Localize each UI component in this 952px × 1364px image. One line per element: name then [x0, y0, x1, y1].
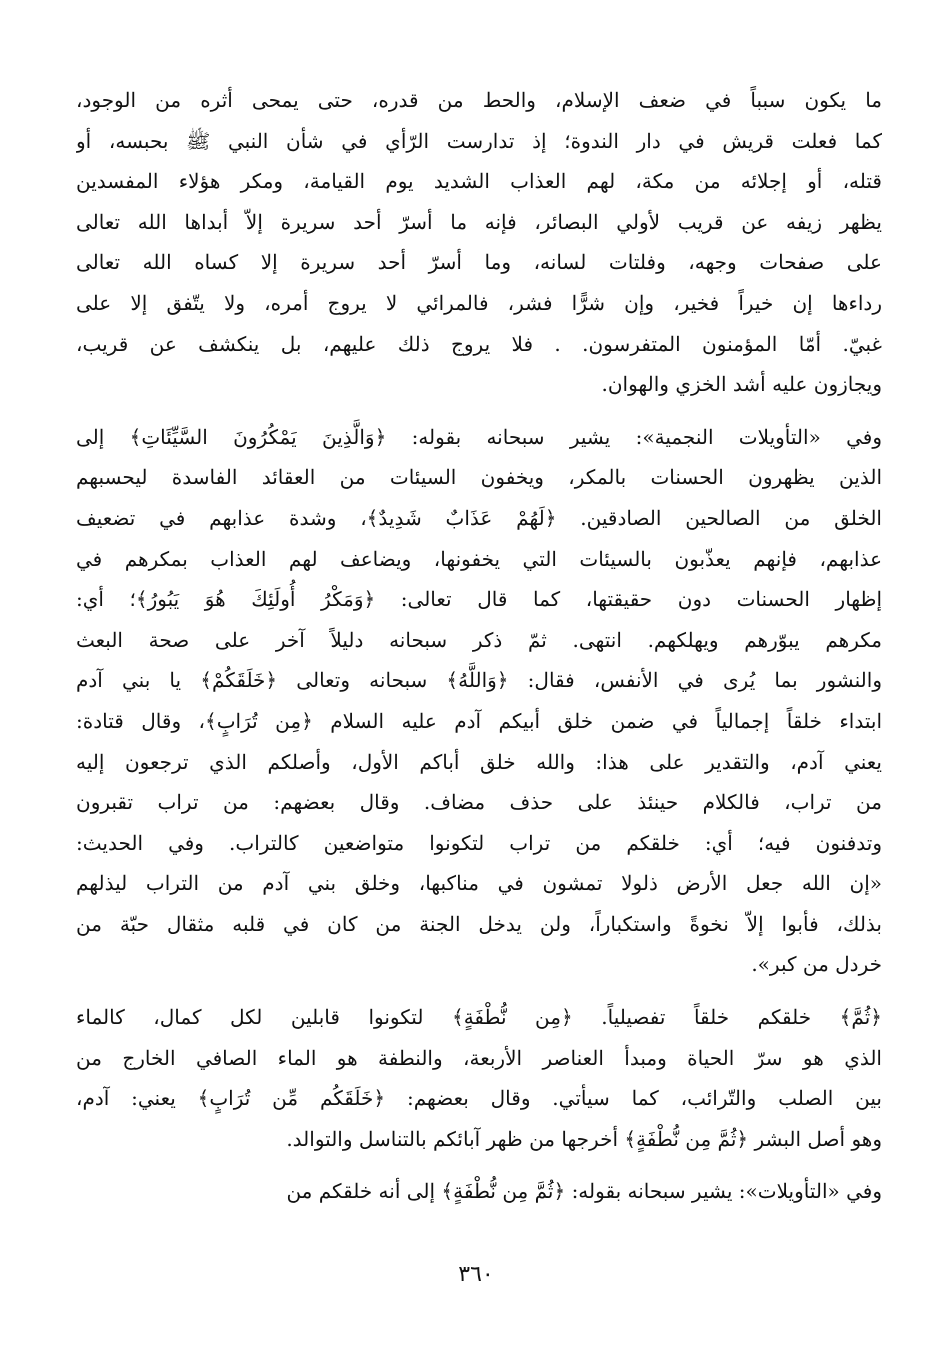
paragraph — [76, 1171, 882, 1212]
text-line: الذين يظهرون الحسنات بالمكر، ويخفون السيئات من العقائد الفاسدة ليحسبهم — [76, 465, 882, 490]
body-text — [76, 80, 882, 1212]
text-line: يعني آدم، والتقدير على هذا: والله خلق أباكم الأول، وأصلكم الذي ترجعون إليه — [76, 749, 882, 774]
text-line: غبيّ. أمّا المؤمنون المتفرسون. . فلا يروج ذلك عليهم، بل ينكشف عن قريب، — [76, 331, 882, 356]
text-line: خردل من كبر». — [751, 952, 882, 977]
text-line: إظهار الحسنات دون حقيقتها، كما قال تعالى: ﴿وَمَكْرُ أُولَئِكَ هُوَ يَبُورُ﴾؛ أي: — [76, 587, 882, 612]
text-line: ما يكون سبباً في ضعف الإسلام، والحط من قدره، حتى يمحى أثره من الوجود، — [76, 88, 882, 112]
text-line: مكرهم يبوّرهم ويهلكهم. انتهى. ثمّ ذكر سبحانه دليلاً آخر على صحة البعث — [76, 627, 882, 652]
text-line: رداءها إن خيراً فخير، وإن شرًّا فشر، فالمرائي لا يروج أمره، ولا يتّفق إلا على — [76, 290, 882, 315]
text-line: الخلق من الصالحين الصادقين. ﴿لَهُمْ عَذَابٌ شَدِيدٌ﴾، وشدة عذابهم في تضعيف — [76, 505, 882, 530]
text-line: من تراب، فالكلام حينئذ على حذف مضاف. وقال بعضهم: من تراب تقبرون — [76, 790, 882, 815]
text-line: ابتداء خلقاً إجمالياً في ضمن خلق أبيكم آدم عليه السلام ﴿مِن تُرَابٍ﴾، وقال قتادة: — [76, 708, 882, 733]
text-line: يظهر زيفه عن قريب لأولي البصائر، فإنه ما أسرّ أحد سريرة إلاّ أبداها الله تعالى — [76, 209, 882, 234]
page-number: ٣٦٠ — [458, 1262, 494, 1287]
text-line: على صفحات وجهه، وفلتات لسانه، وما أسرّ أحد سريرة إلا كساه الله تعالى — [76, 250, 882, 275]
text-line: «إن الله جعل الأرض ذلولا تمشون في مناكبها، وخلق بني آدم من التراب ليذلهم — [76, 871, 882, 896]
text-line: بين الصلب والتّرائب، كما سيأتي. وقال بعضهم: ﴿خَلَقَكُم مِّن تُرَابٍ﴾ يعني: آدم، — [76, 1086, 882, 1111]
text-line: وتدفنون فيه؛ أي: خلقكم من تراب لتكونوا متواضعين كالتراب. وفي الحديث: — [76, 830, 882, 855]
paragraph — [76, 417, 882, 985]
text-line: الذي هو سرّ الحياة ومبدأ العناصر الأربعة، والنطفة هو الماء الصافي الخارج من — [76, 1045, 882, 1070]
text-line: وفي «التأويلات النجمية»: يشير سبحانه بقوله: ﴿وَالَّذِينَ يَمْكُرُونَ السَّيِّئَاتِ﴾ إلى — [76, 424, 882, 449]
text-line: بذلك، فأبوا إلاّ نخوةً واستكباراً، ولن يدخل الجنة من كان في قلبه مثقال حبّة من — [76, 911, 882, 936]
text-line: وهو أصل البشر ﴿ثُمَّ مِن نُّطْفَةٍ﴾ أخرجها من ظهر آبائكم بالتناسل والتوالد. — [286, 1126, 882, 1151]
text-line: والنشور بما يُرى في الأنفس، فقال: ﴿وَاللَّهُ﴾ سبحانه وتعالى ﴿خَلَقَكُمْ﴾ يا بني آدم — [76, 668, 882, 693]
text-line: ويجازون عليه أشد الخزي والهوان. — [601, 372, 882, 397]
paragraph — [76, 997, 882, 1159]
text-line: كما فعلت قريش في دار الندوة؛ إذ تدارست الرّأي في شأن النبي ﷺ بحبسه، أو — [76, 128, 882, 153]
paragraph — [76, 80, 882, 405]
text-line: قتله، أو إجلائه من مكة، لهم العذاب الشديد يوم القيامة، ومكر هؤلاء المفسدين — [76, 169, 882, 194]
text-line: وفي «التأويلات»: يشير سبحانه بقوله: ﴿ثُمَّ مِن نُّطْفَةٍ﴾ إلى أنه خلقكم من — [286, 1179, 882, 1204]
text-line: عذابهم، فإنهم يعذّبون بالسيئات التي يخفونها، ويضاعف لهم العذاب بمكرهم في — [76, 546, 882, 571]
text-line: ﴿ثُمَّ﴾ خلقكم خلقاً تفصيلياً. ﴿مِن نُّطْفَةٍ﴾ لتكونوا قابلين لكل كمال، كالماء — [76, 1005, 882, 1030]
